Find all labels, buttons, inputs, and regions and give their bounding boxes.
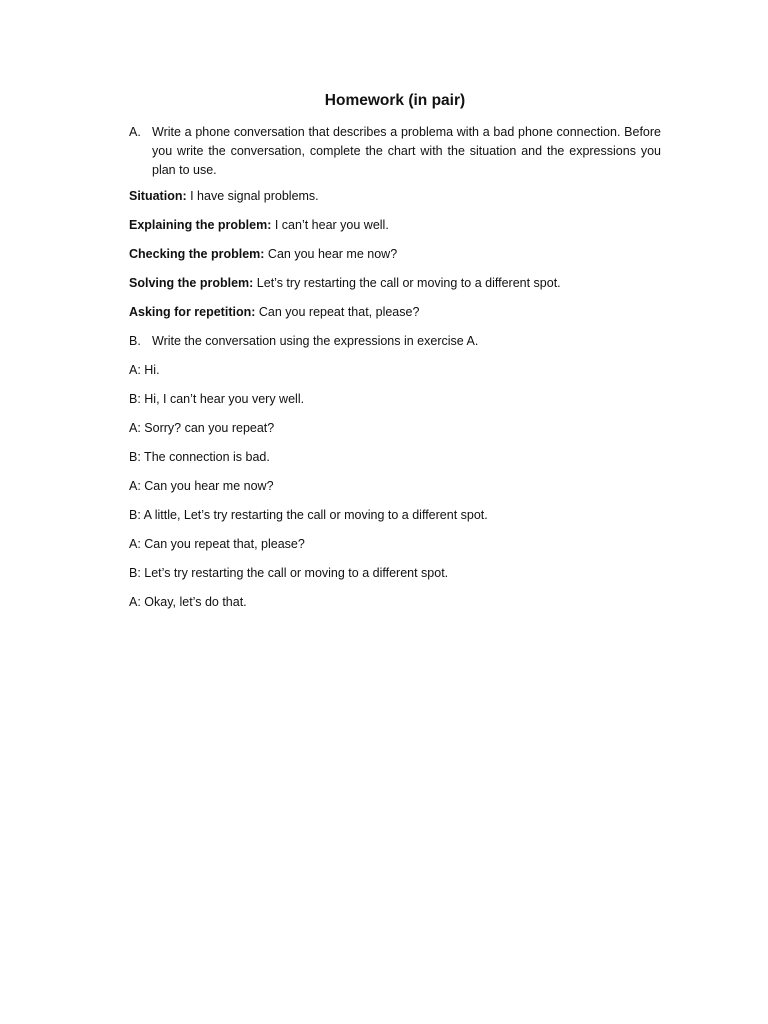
dialogue-line: A: Can you hear me now? (129, 479, 274, 493)
exercise-b-marker: B. (129, 334, 141, 348)
chart-row-explaining (129, 217, 661, 246)
chart-row-checking (129, 246, 661, 275)
chart-value: Can you repeat that, please? (255, 305, 420, 319)
chart-value: I have signal problems. (186, 189, 319, 203)
chart-label: Situation: (129, 189, 187, 203)
exercise-a-text: Write a phone conversation that describes a problema with a bad phone connection. Before you write the conversation, complete the chart with the situation and the expressions you plan to use. (152, 125, 661, 177)
chart-value: Let’s try restarting the call or moving to a different spot. (253, 276, 561, 290)
exercise-b-text: Write the conversation using the expressions in exercise A. (152, 334, 479, 348)
dialogue-line: B: The connection is bad. (129, 450, 270, 464)
dialogue-line: B: A little, Let’s try restarting the call or moving to a different spot. (129, 508, 488, 522)
chart-label: Checking the problem: (129, 247, 265, 261)
chart-row-solving (129, 275, 661, 304)
chart-label: Asking for repetition: (129, 305, 256, 319)
chart-label: Explaining the problem: (129, 218, 272, 232)
dialogue-line: B: Let’s try restarting the call or moving to a different spot. (129, 566, 449, 580)
dialogue (129, 362, 661, 623)
chart-label: Solving the problem: (129, 276, 254, 290)
document-content (129, 92, 661, 623)
dialogue-line: B: Hi, I can’t hear you very well. (129, 392, 305, 406)
dialogue-line: A: Hi. (129, 363, 160, 377)
chart-row-asking (129, 304, 661, 333)
chart-row-situation (129, 188, 661, 217)
chart-value: I can’t hear you well. (271, 218, 389, 232)
exercise-a (129, 123, 661, 180)
dialogue-line: A: Can you repeat that, please? (129, 537, 305, 551)
exercise-a-marker: A. (129, 125, 141, 139)
dialogue-line: A: Sorry? can you repeat? (129, 421, 275, 435)
page-title: Homework (in pair) (324, 92, 466, 109)
dialogue-line: A: Okay, let’s do that. (129, 595, 247, 609)
exercise-b (129, 333, 661, 362)
chart-value: Can you hear me now? (264, 247, 398, 261)
